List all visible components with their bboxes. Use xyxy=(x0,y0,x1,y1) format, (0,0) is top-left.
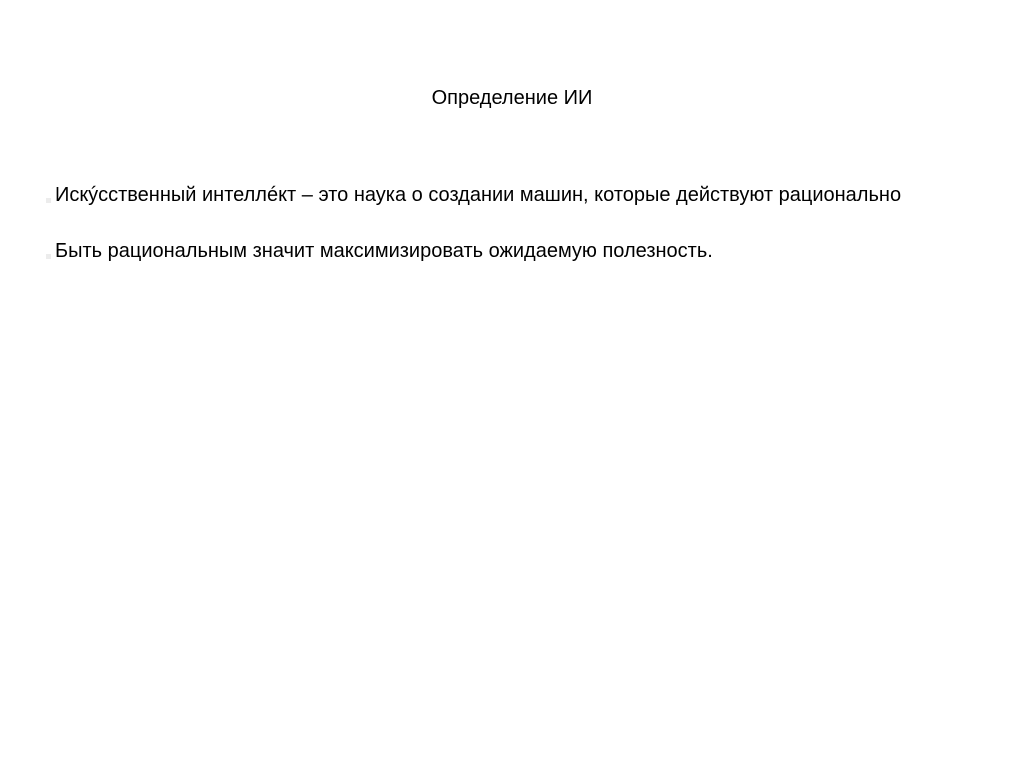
bullet-text: Искýсственный интеллéкт – это наука о создании машин, которые действуют рационально xyxy=(55,184,902,206)
bullet-list xyxy=(0,182,1024,294)
slide-title: Определение ИИ xyxy=(431,87,593,109)
bullet-marker xyxy=(46,254,51,259)
bullet-text: Быть рациональным значит максимизировать ожидаемую полезность. xyxy=(55,240,713,262)
bullet-item-rationality xyxy=(0,238,1024,294)
bullet-marker xyxy=(46,198,51,203)
bullet-item-definition xyxy=(0,182,1024,238)
